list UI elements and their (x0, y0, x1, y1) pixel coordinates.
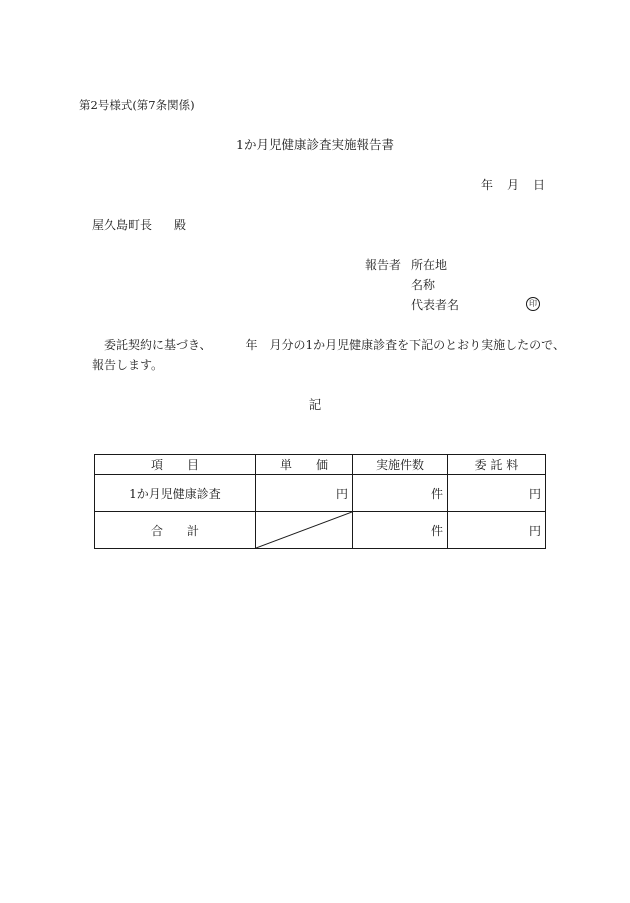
diagonal-cell (256, 512, 353, 549)
header-item: 項 目 (95, 455, 256, 475)
reporter-name-label: 名称 (411, 278, 436, 292)
reporter-address-label: 所在地 (411, 258, 448, 272)
total-count-unit: 件 (353, 512, 448, 549)
addressee (92, 218, 186, 232)
ki-heading: 記 (308, 397, 322, 412)
row-count-unit: 件 (353, 475, 448, 512)
body-year: 年 (245, 338, 258, 352)
total-item: 合 計 (95, 512, 256, 549)
addressee-name: 屋久島町長 (92, 218, 153, 232)
addressee-honorific: 殿 (174, 218, 187, 232)
diagonal-line (256, 512, 352, 548)
body-text-a: 委託契約に基づき、 (104, 338, 212, 352)
date-day: 日 (533, 178, 546, 192)
row-price-unit: 円 (256, 475, 353, 512)
table-row (95, 475, 546, 512)
document-title: 1か月児健康診査実施報告書 (236, 137, 394, 152)
table-header-row (95, 455, 546, 475)
form-number: 第2号様式(第7条関係) (79, 98, 195, 112)
date-line (481, 178, 545, 192)
header-unit-price: 単 価 (256, 455, 353, 475)
date-month: 月 (507, 178, 520, 192)
header-fee: 委 託 料 (448, 455, 546, 475)
body-line-1 (104, 338, 565, 352)
body-line-2: 報告します。 (92, 358, 164, 372)
header-count: 実施件数 (353, 455, 448, 475)
row-fee-unit: 円 (448, 475, 546, 512)
reporter-label: 報告者 (365, 258, 402, 272)
total-fee-unit: 円 (448, 512, 546, 549)
report-table (94, 454, 546, 549)
body-text-b: 月分の1か月児健康診査を下記のとおり実施したので、 (269, 338, 565, 352)
table-row-total (95, 512, 546, 549)
seal-mark: 印 (526, 297, 540, 311)
date-year: 年 (481, 178, 494, 192)
reporter-representative-label: 代表者名 (411, 298, 460, 312)
row-item: 1か月児健康診査 (95, 475, 256, 512)
